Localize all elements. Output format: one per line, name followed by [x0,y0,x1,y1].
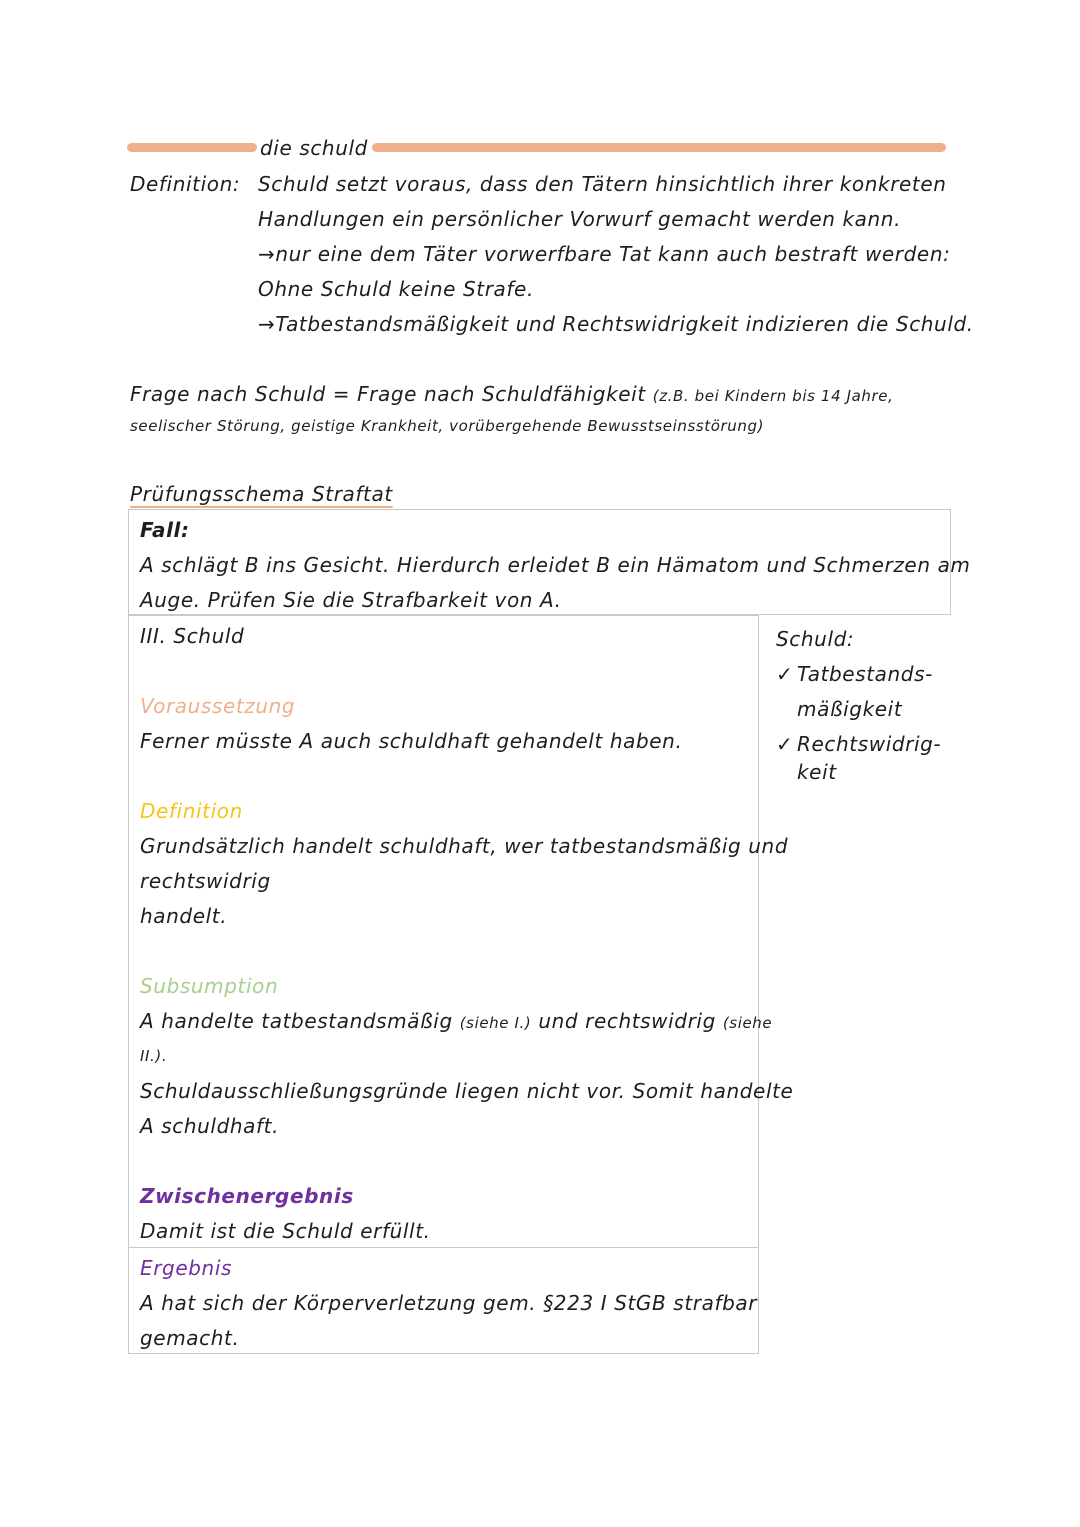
subsumption-ref-2: (siehe [722,1014,773,1032]
sidebar-item-1a: Tatbestands- [797,662,933,686]
definition-line-5: →Tatbestandsmäßigkeit und Rechtswidrigkeit indizieren die Schuld. [258,312,974,336]
schema-definition-line-1: Grundsätzlich handelt schuldhaft, wer tatbestandsmäßig und [140,834,789,858]
subsumption-text-c: und rechtswidrig [538,1009,716,1033]
subsumption-line-4: A schuldhaft. [140,1114,280,1138]
subsumption-line-1 [140,1009,772,1033]
schema-definition-line-2: rechtswidrig [140,869,271,893]
voraussetzung-label: Voraussetzung [140,694,296,718]
definition-line-1: Schuld setzt voraus, dass den Tätern hinsichtlich ihrer konkreten [258,172,947,196]
definition-line-3: →nur eine dem Täter vorwerfbare Tat kann auch bestraft werden: [258,242,951,266]
subsumption-line-2: II.). [140,1047,168,1065]
fall-label: Fall: [140,518,190,542]
fall-line-1: A schlägt B ins Gesicht. Hierdurch erleidet B ein Hämatom und Schmerzen am [140,553,971,577]
header-bar-left [127,143,257,152]
definition-line-2: Handlungen ein persönlicher Vorwurf gemacht werden kann. [258,207,902,231]
schema-definition-line-3: handelt. [140,904,228,928]
header-bar-right [372,143,946,152]
definition-line-4: Ohne Schuld keine Strafe. [258,277,534,301]
zwischenergebnis-heading: Zwischenergebnis [140,1184,354,1208]
subsumption-ref-1: (siehe I.) [459,1014,532,1032]
schema-title: Prüfungsschema Straftat [130,482,393,506]
page-title: die schuld [260,136,368,160]
subsumption-text-a: A handelte tatbestandsmäßig [140,1009,453,1033]
sidebar-item-2b: keit [797,760,837,784]
voraussetzung-text: Ferner müsste A auch schuldhaft gehandelt haben. [140,729,683,753]
definition-heading: Definition [140,799,243,823]
ergebnis-line-1: A hat sich der Körperverletzung gem. §223 I StGB strafbar [140,1291,758,1315]
section-heading: III. Schuld [140,624,245,648]
frage-note: (z.B. bei Kindern bis 14 Jahre, [652,387,894,405]
frage-line-2: seelischer Störung, geistige Krankheit, vorübergehende Bewusstseinsstörung) [130,417,765,435]
frage-line-1 [130,382,893,406]
zwischenergebnis-text: Damit ist die Schuld erfüllt. [140,1219,431,1243]
frage-main: Frage nach Schuld = Frage nach Schuldfähigkeit [130,382,646,406]
sidebar-title: Schuld: [776,627,855,651]
subsumption-heading: Subsumption [140,974,279,998]
fall-line-2: Auge. Prüfen Sie die Strafbarkeit von A. [140,588,562,612]
ergebnis-heading: Ergebnis [140,1256,233,1280]
ergebnis-line-2: gemacht. [140,1326,240,1350]
sidebar-item-1b: mäßigkeit [797,697,903,721]
sidebar-check-2: ✓ [776,732,794,756]
subsumption-line-3: Schuldausschließungsgründe liegen nicht vor. Somit handelte [140,1079,794,1103]
sidebar-check-1: ✓ [776,662,794,686]
sidebar-item-2a: Rechtswidrig- [797,732,942,756]
definition-label: Definition: [130,172,241,196]
